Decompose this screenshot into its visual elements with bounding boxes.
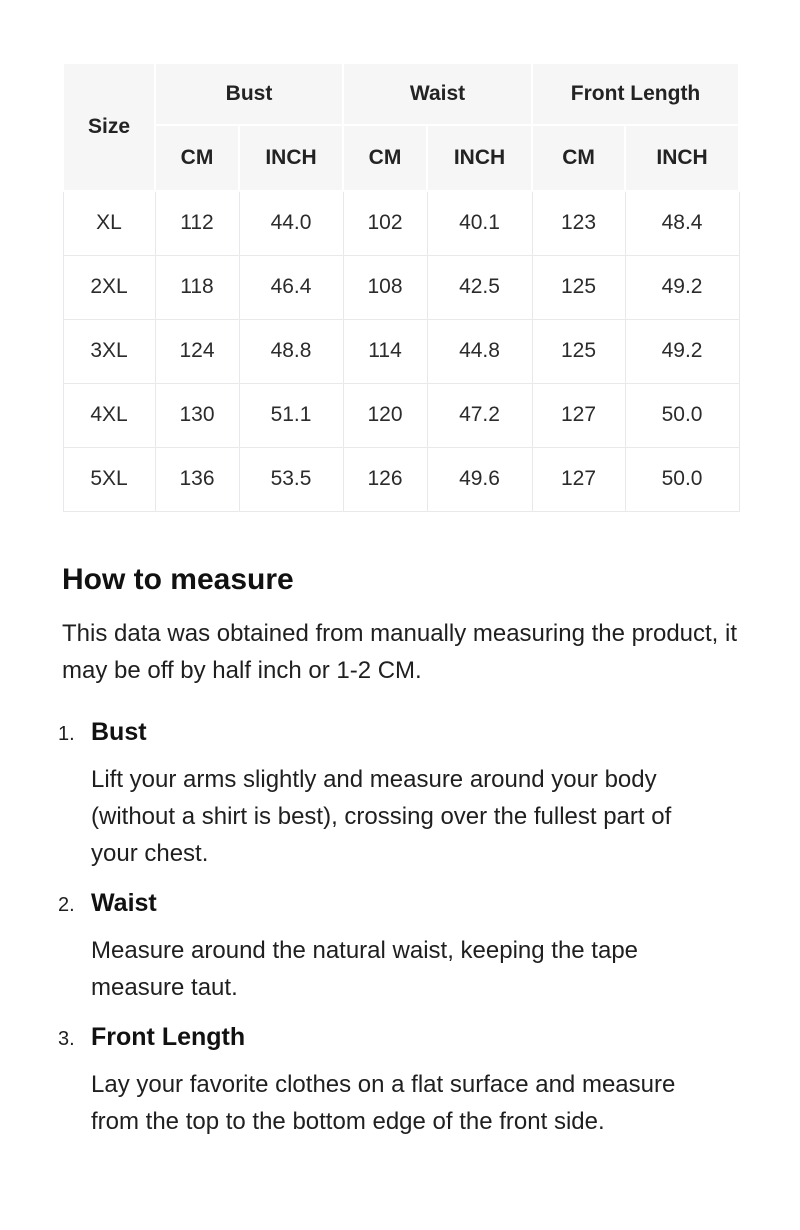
step-title-waist: Waist [91,888,157,917]
measurement-cell: 44.0 [239,191,343,255]
step-number: 2. [58,893,75,916]
measurement-cell: 120 [343,383,427,447]
list-item-bust [58,717,738,872]
table-row [63,191,739,255]
measurement-cell: 47.2 [427,383,532,447]
step-title-bust: Bust [91,717,147,746]
how-to-measure-intro: This data was obtained from manually measuring the product, it may be off by half inch or 1-2 CM. [62,619,738,684]
measurement-cell: 44.8 [427,319,532,383]
measurement-cell: 46.4 [239,255,343,319]
measurement-cell: 125 [532,319,625,383]
size-label: XL [63,191,155,255]
measurement-cell: 48.4 [625,191,739,255]
measurement-cell: 42.5 [427,255,532,319]
how-to-measure-title: How to measure [62,562,294,596]
measurement-cell: 124 [155,319,239,383]
step-number: 3. [58,1027,75,1050]
measurement-cell: 102 [343,191,427,255]
step-description-front-length: Lay your favorite clothes on a flat surface and measure from the top to the bottom edge of the front side. [91,1070,676,1135]
measurement-cell: 127 [532,447,625,511]
measurement-cell: 127 [532,383,625,447]
measurement-cell: 126 [343,447,427,511]
measurement-cell: 125 [532,255,625,319]
measurement-cell: 118 [155,255,239,319]
measurement-cell: 51.1 [239,383,343,447]
measurement-cell: 49.2 [625,255,739,319]
table-row [63,383,739,447]
column-header-size: Size [63,63,155,191]
measurement-cell: 50.0 [625,383,739,447]
size-label: 3XL [63,319,155,383]
unit-header-waist-cm: CM [343,125,427,191]
measurement-cell: 48.8 [239,319,343,383]
unit-header-front-length-inch: INCH [625,125,739,191]
column-group-waist: Waist [343,63,532,125]
measurement-cell: 114 [343,319,427,383]
measurement-cell: 40.1 [427,191,532,255]
column-group-front-length: Front Length [532,63,739,125]
step-title-front-length: Front Length [91,1022,246,1051]
measurement-cell: 112 [155,191,239,255]
list-item-waist [58,888,738,1006]
step-number: 1. [58,722,75,745]
measurement-cell: 50.0 [625,447,739,511]
measurement-cell: 136 [155,447,239,511]
measurement-cell: 49.2 [625,319,739,383]
list-item-front-length [58,1022,738,1140]
size-label: 4XL [63,383,155,447]
measurement-cell: 123 [532,191,625,255]
unit-header-bust-inch: INCH [239,125,343,191]
measurement-cell: 108 [343,255,427,319]
unit-header-waist-inch: INCH [427,125,532,191]
column-group-bust: Bust [155,63,343,125]
size-chart-table [62,62,740,512]
table-row [63,319,739,383]
table-row [63,255,739,319]
measurement-cell: 49.6 [427,447,532,511]
measure-steps-list [58,717,738,1140]
unit-header-front-length-cm: CM [532,125,625,191]
step-description-bust: Lift your arms slightly and measure around your body (without a shirt is best), crossing over the fullest part of your chest. [91,765,672,867]
unit-header-bust-cm: CM [155,125,239,191]
size-label: 5XL [63,447,155,511]
table-row [63,447,739,511]
measurement-cell: 130 [155,383,239,447]
step-description-waist: Measure around the natural waist, keeping the tape measure taut. [91,936,639,1001]
measurement-cell: 53.5 [239,447,343,511]
size-label: 2XL [63,255,155,319]
